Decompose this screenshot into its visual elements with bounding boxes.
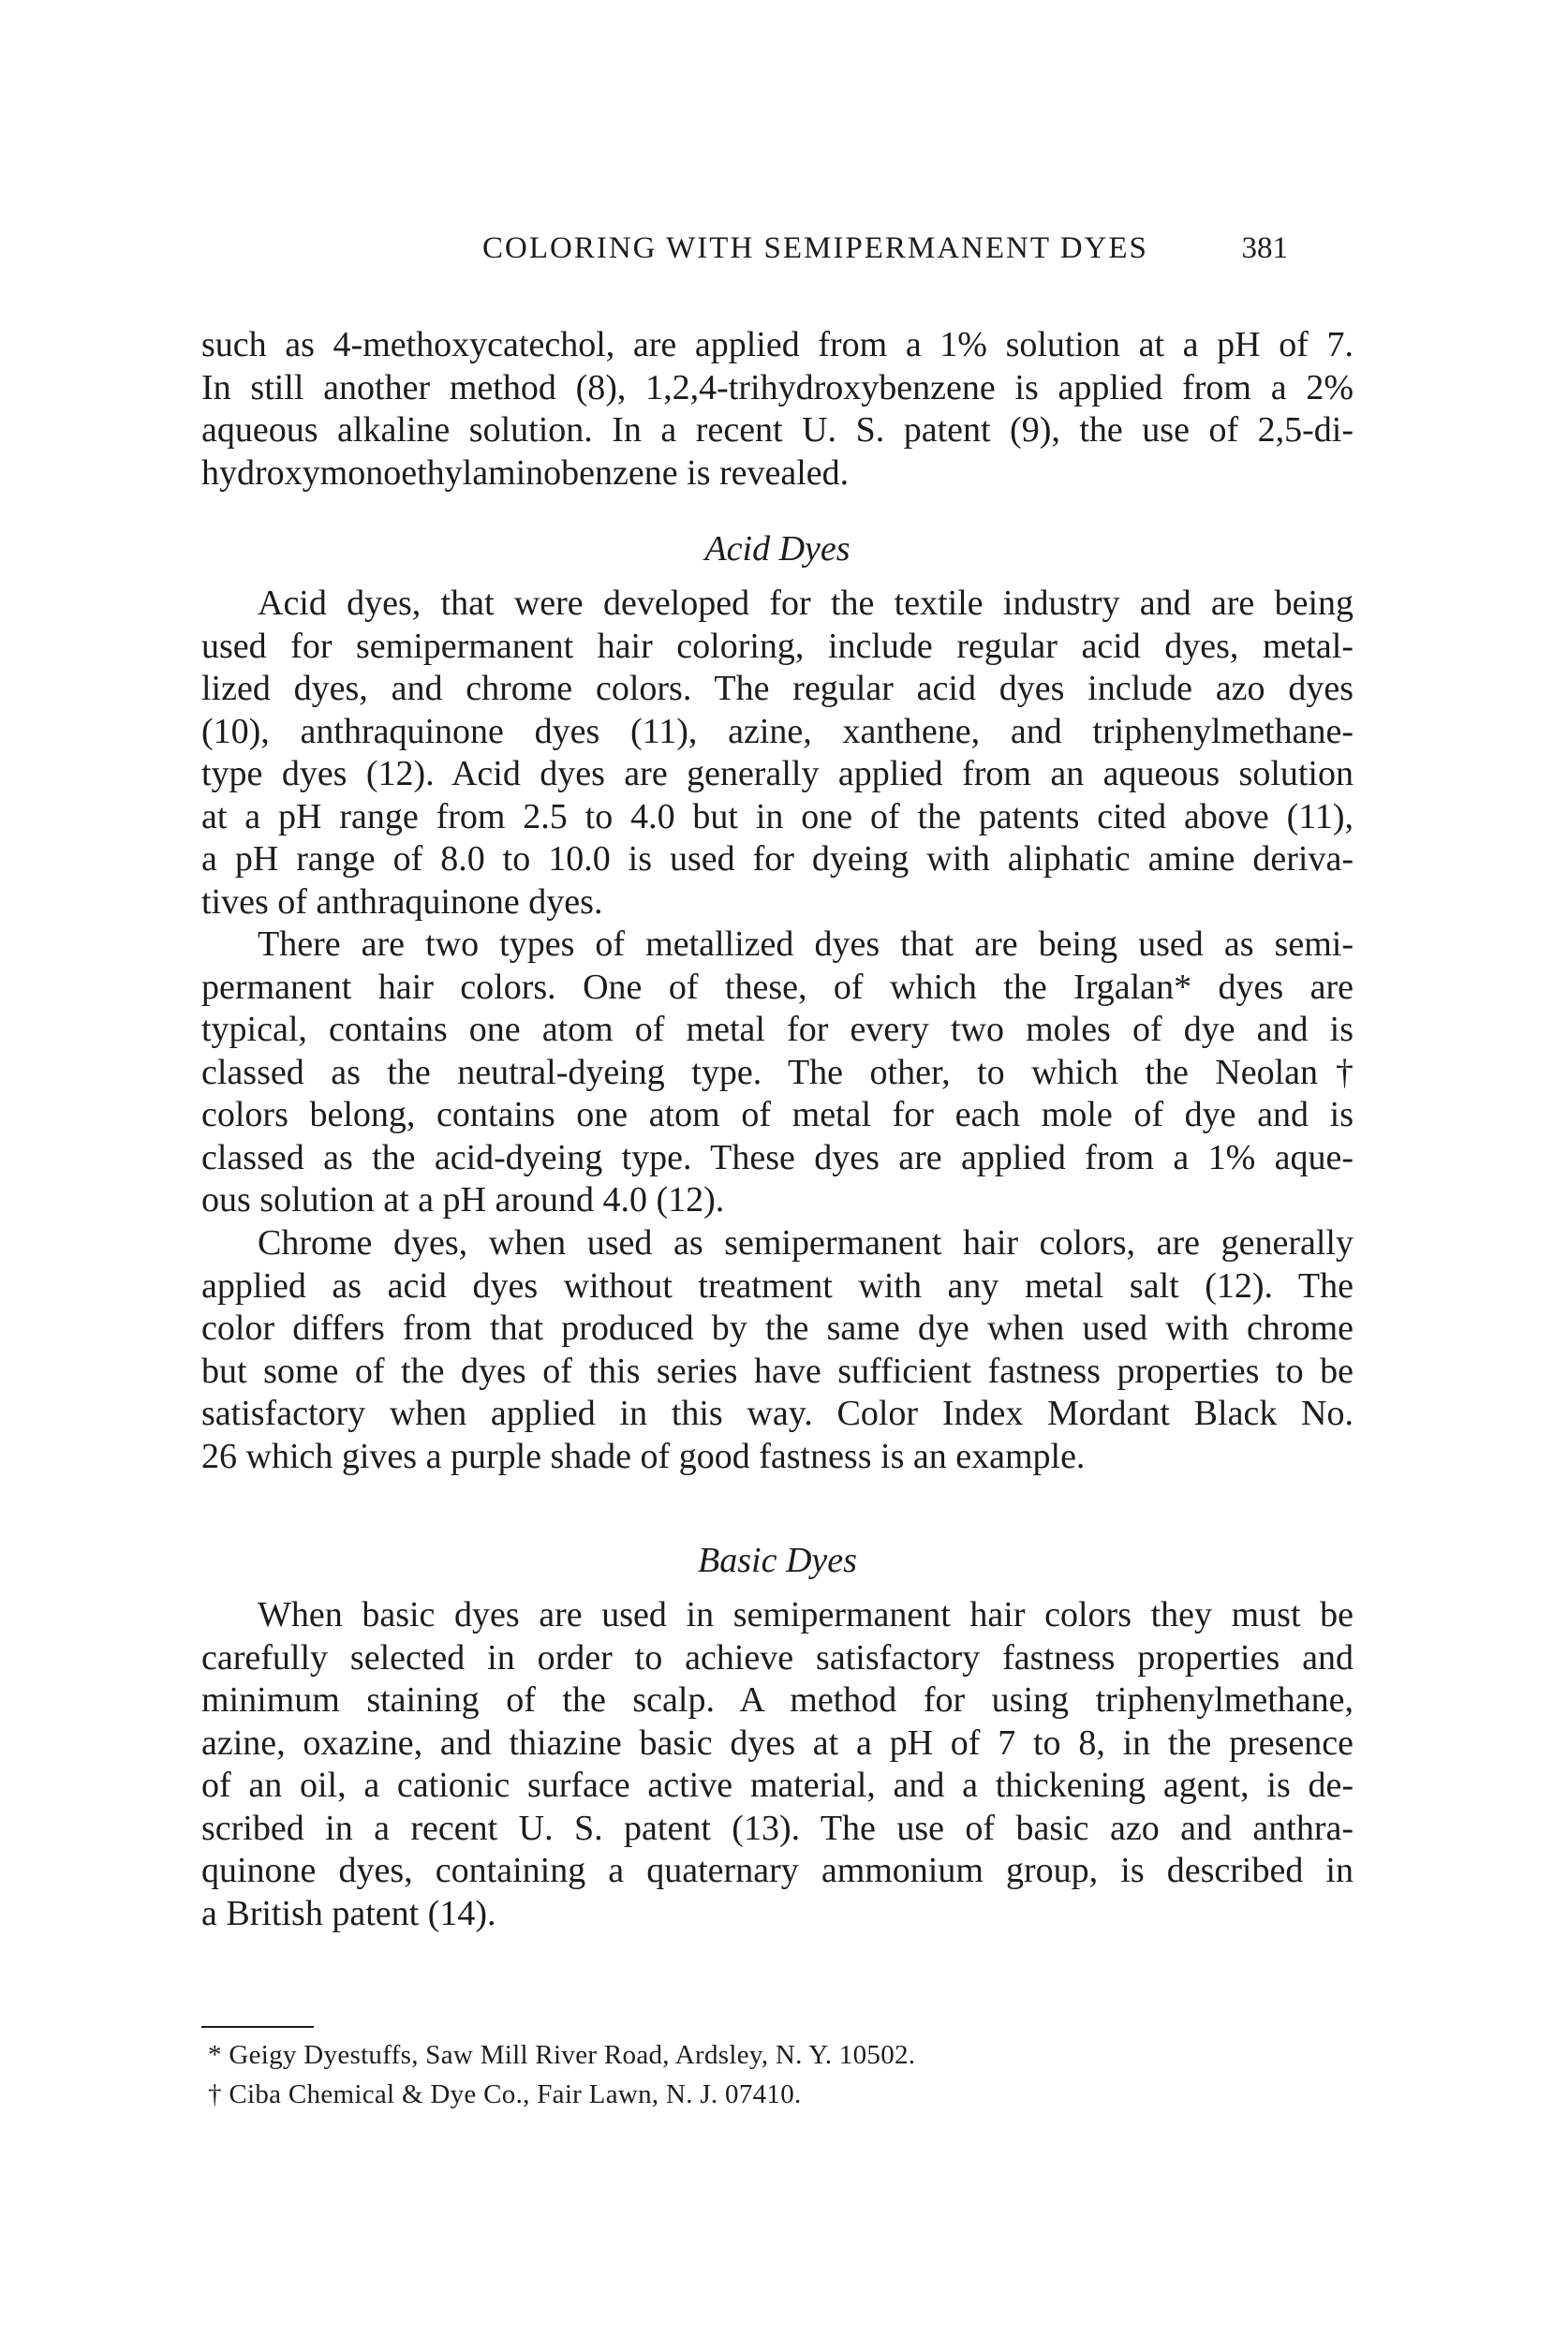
text-line: Acid dyes, that were developed for the textile industry and are being [258, 584, 1354, 623]
acid-paragraph-3 [201, 1222, 1354, 1478]
text-line: quinone dyes, containing a quaternary ammonium group, is described in [201, 1851, 1354, 1890]
text-line: lized dyes, and chrome colors. The regular acid dyes include azo dyes [201, 669, 1354, 708]
basic-paragraph-1 [201, 1594, 1354, 1935]
text-line: applied as acid dyes without treatment with any metal salt (12). The [201, 1265, 1354, 1306]
section-heading-acid-dyes: Acid Dyes [704, 529, 851, 569]
footnote-irgalan: * Geigy Dyestuffs, Saw Mill River Road, Ardsley, N. Y. 10502. [208, 2040, 916, 2070]
text-line: 26 which gives a purple shade of good fastness is an example. [201, 1436, 1086, 1476]
footnote-rule [201, 2026, 314, 2028]
text-line: typical, contains one atom of metal for every two moles of dye and is [201, 1010, 1354, 1049]
intro-paragraph [201, 324, 1354, 495]
text-line: color differs from that produced by the same dye when used with chrome [201, 1308, 1354, 1348]
page-number: 381 [1241, 231, 1288, 265]
text-line: at a pH range from 2.5 to 4.0 but in one of the patents cited above (11), [201, 796, 1354, 836]
text-line: used for semipermanent hair coloring, include regular acid dyes, metal- [201, 626, 1354, 666]
text-line: such as 4-methoxycatechol, are applied from a 1% solution at a pH of 7. [201, 325, 1354, 364]
text-line: but some of the dyes of this series have sufficient fastness properties to be [201, 1351, 1354, 1391]
text-line: type dyes (12). Acid dyes are generally applied from an aqueous solution [201, 754, 1354, 793]
text-line: When basic dyes are used in semipermanent hair colors they must be [258, 1595, 1354, 1634]
text-line: hydroxymonoethylaminobenzene is revealed. [201, 452, 850, 493]
text-line: classed as the neutral-dyeing type. The other, to which the Neolan† [201, 1052, 1354, 1092]
text-line: (10), anthraquinone dyes (11), azine, xanthene, and triphenylmethane- [201, 711, 1354, 751]
text-line: There are two types of metallized dyes that are being used as semi- [258, 924, 1354, 964]
text-line: In still another method (8), 1,2,4-trihydroxybenzene is applied from a 2% [201, 367, 1354, 407]
text-line: aqueous alkaline solution. In a recent U. S. patent (9), the use of 2,5-di- [201, 410, 1354, 450]
text-line: tives of anthraquinone dyes. [201, 881, 603, 922]
running-head [253, 231, 1288, 276]
text-line: classed as the acid-dyeing type. These dyes are applied from a 1% aque- [201, 1137, 1354, 1177]
running-head-title: COLORING WITH SEMIPERMANENT DYES [482, 231, 1148, 265]
text-line: a British patent (14). [201, 1893, 496, 1933]
text-line: carefully selected in order to achieve satisfactory fastness properties and [201, 1637, 1354, 1678]
text-line: a pH range of 8.0 to 10.0 is used for dyeing with aliphatic amine deriva- [201, 839, 1354, 879]
text-line: minimum staining of the scalp. A method for using triphenylmethane, [201, 1680, 1354, 1720]
text-line: permanent hair colors. One of these, of which the Irgalan* dyes are [201, 967, 1354, 1007]
acid-paragraph-2 [201, 924, 1354, 1222]
text-line: of an oil, a cationic surface active material, and a thickening agent, is de- [201, 1766, 1354, 1805]
text-line: Chrome dyes, when used as semipermanent hair colors, are generally [258, 1223, 1354, 1263]
acid-paragraph-1 [201, 583, 1354, 924]
section-heading-basic-dyes: Basic Dyes [698, 1541, 857, 1580]
text-line: scribed in a recent U. S. patent (13). The use of basic azo and anthra- [201, 1808, 1354, 1848]
text-line: satisfactory when applied in this way. Color Index Mordant Black No. [201, 1394, 1354, 1433]
footnote-neolan: † Ciba Chemical & Dye Co., Fair Lawn, N. J. 07410. [208, 2079, 802, 2109]
footnotes [208, 2035, 1145, 2114]
text-line: ous solution at a pH around 4.0 (12). [201, 1180, 725, 1220]
text-line: colors belong, contains one atom of metal for each mole of dye and is [201, 1095, 1354, 1134]
text-line: azine, oxazine, and thiazine basic dyes at a pH of 7 to 8, in the presence [201, 1722, 1354, 1763]
